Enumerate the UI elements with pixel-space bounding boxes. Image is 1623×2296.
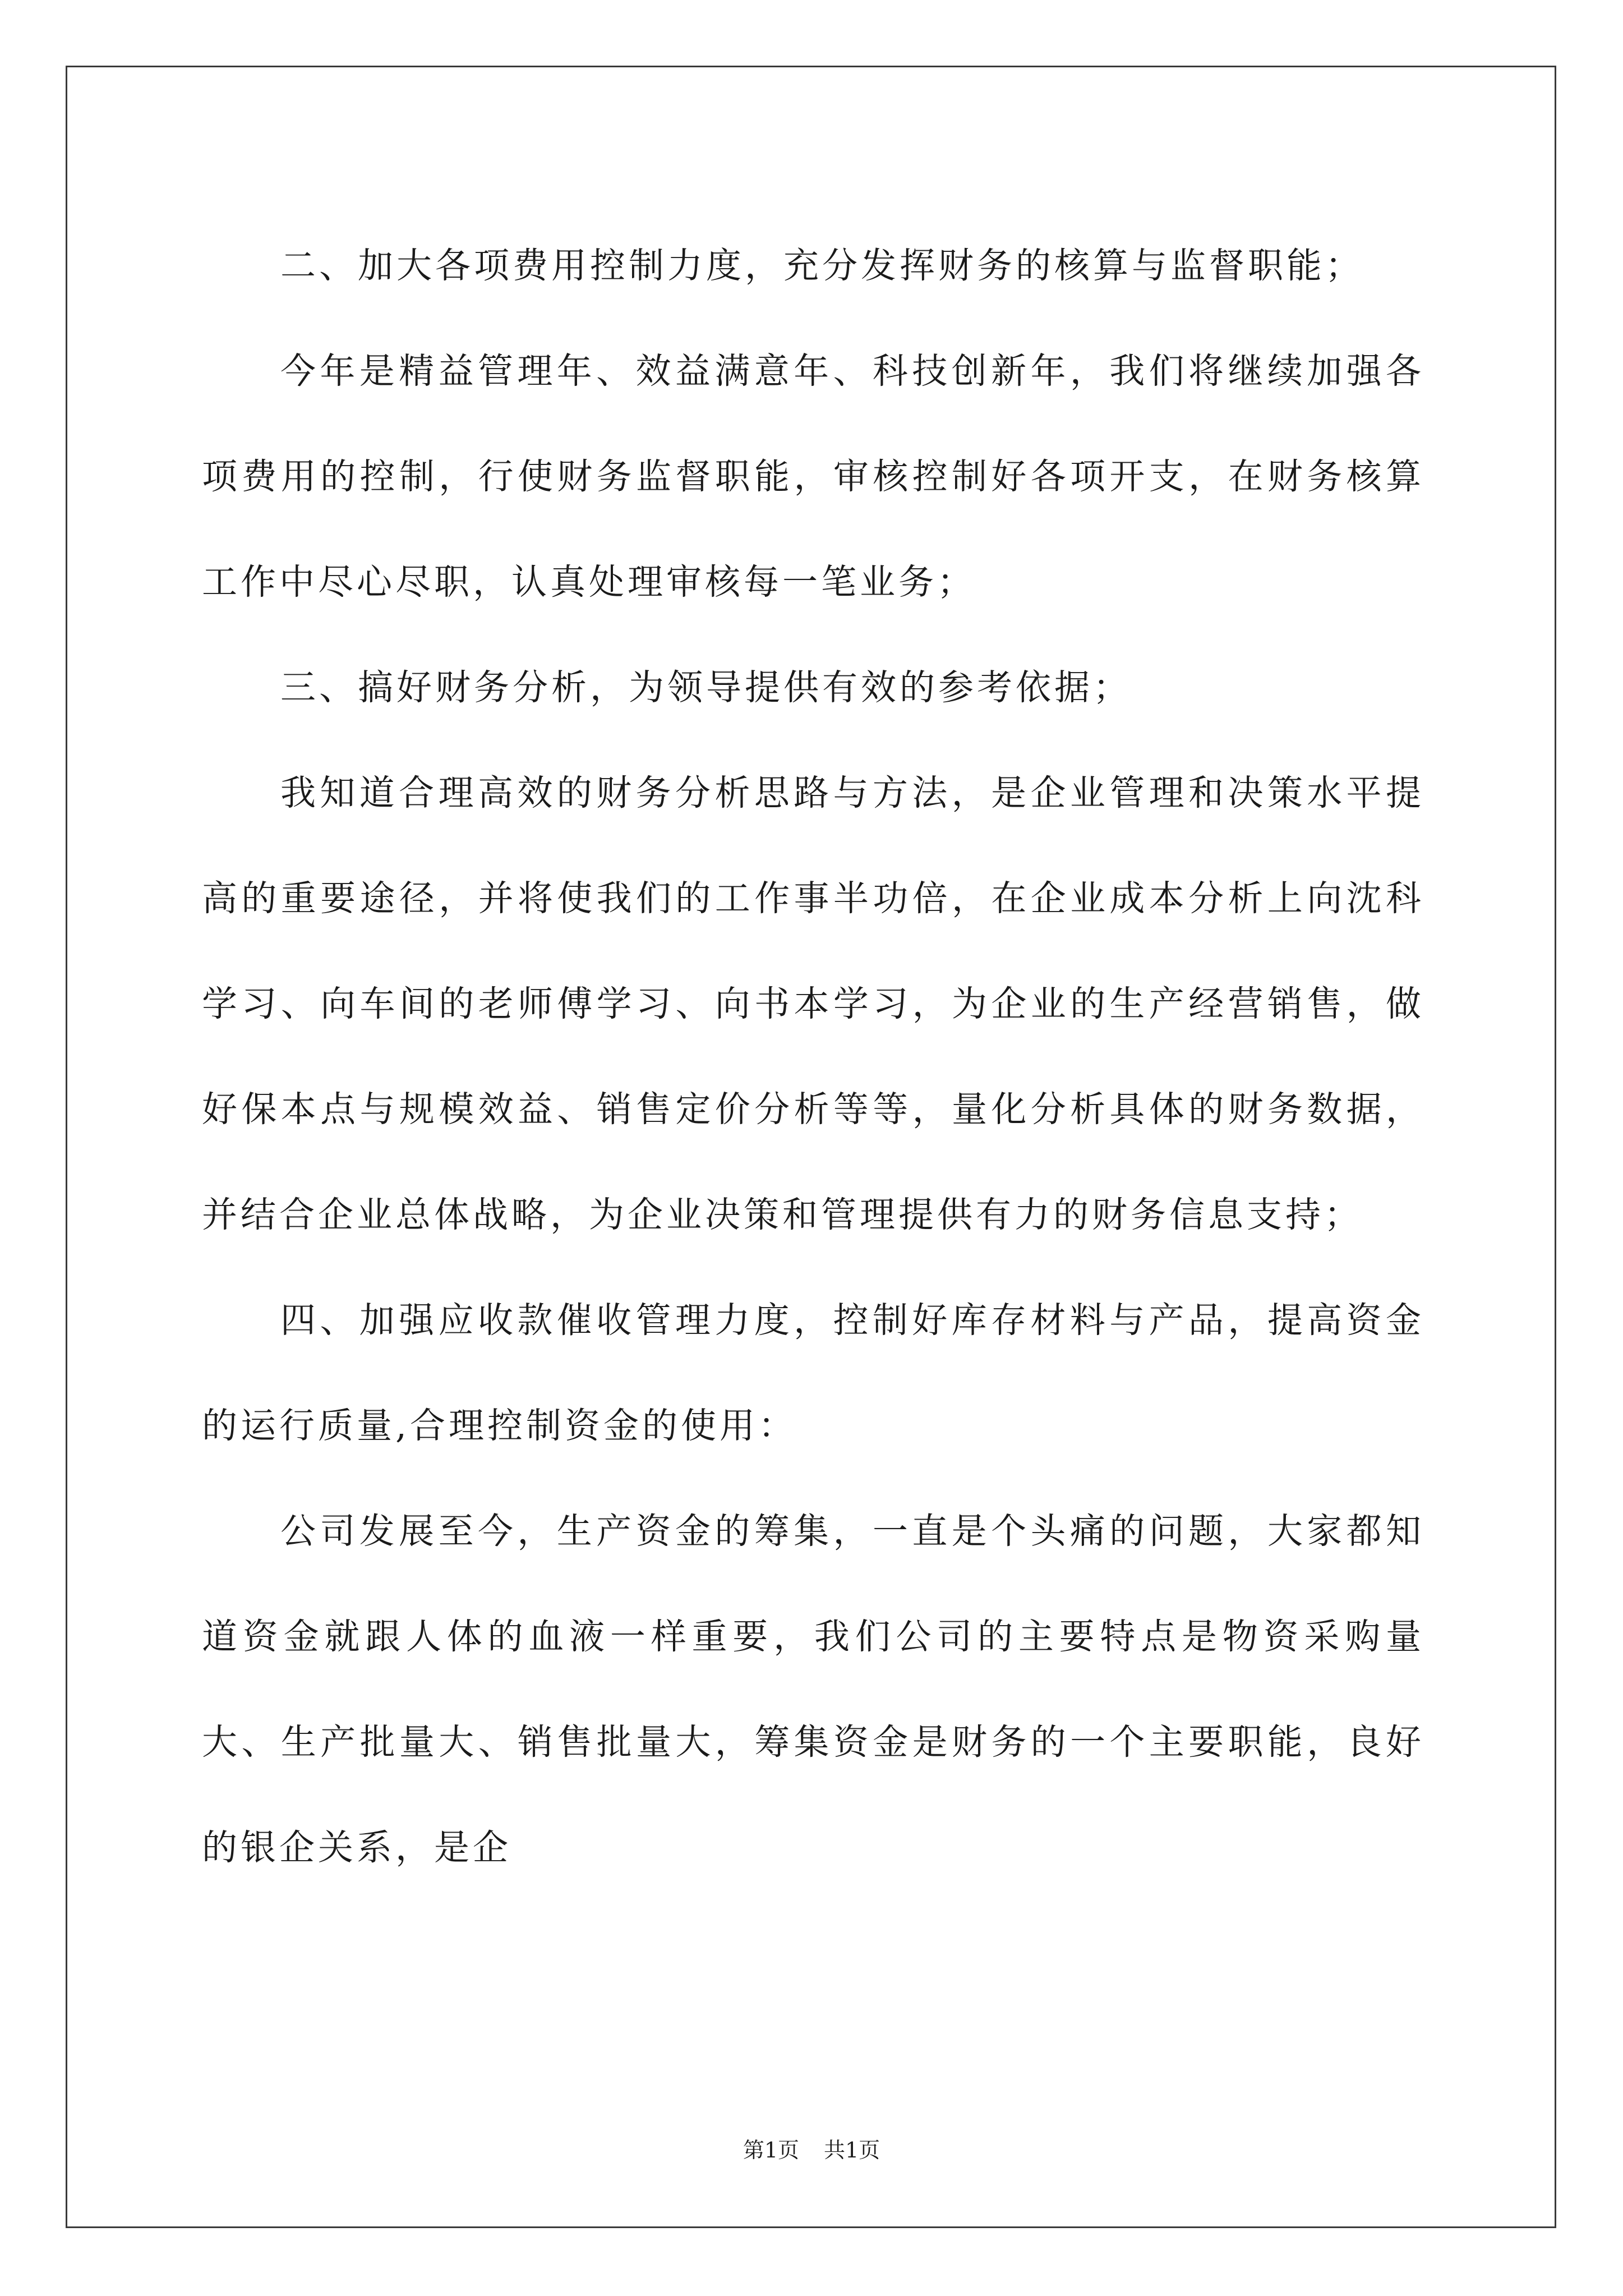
page-number-current: 第1页: [743, 2138, 799, 2162]
document-body: [202, 213, 1424, 1901]
page-footer: [0, 2136, 1623, 2164]
paragraph-heading-4: 四、加强应收款催收管理力度，控制好库存材料与产品，提高资金的运行质量,合理控制资金的使用：: [202, 1300, 1424, 1446]
paragraph-body: 我知道合理高效的财务分析思路与方法，是企业管理和决策水平提高的重要途径，并将使我们的工作事半功倍，在企业成本分析上向沈科学习、向车间的老师傅学习、向书本学习，为企业的生产经营销售，做好保本点与规模效益、销售定价分析等等，量化分析具体的财务数据，并结合企业总体战略，为企业决策和管理提供有力的财务信息支持；: [202, 772, 1424, 1235]
paragraph-heading-3: 三、搞好财务分析，为领导提供有效的参考依据；: [280, 667, 1132, 708]
paragraph-heading-2: 二、加大各项费用控制力度，充分发挥财务的核算与监督职能；: [280, 245, 1364, 286]
page-number-total: 共1页: [824, 2138, 880, 2162]
paragraph-body: 公司发展至今，生产资金的筹集，一直是个头痛的问题，大家都知道资金就跟人体的血液一样重要，我们公司的主要特点是物资采购量大、生产批量大、销售批量大，筹集资金是财务的一个主要职能，良好的银企关系，是企: [202, 1511, 1424, 1868]
paragraph-body: 今年是精益管理年、效益满意年、科技创新年，我们将继续加强各项费用的控制，行使财务监督职能，审核控制好各项开支，在财务核算工作中尽心尽职，认真处理审核每一笔业务；: [202, 351, 1424, 602]
